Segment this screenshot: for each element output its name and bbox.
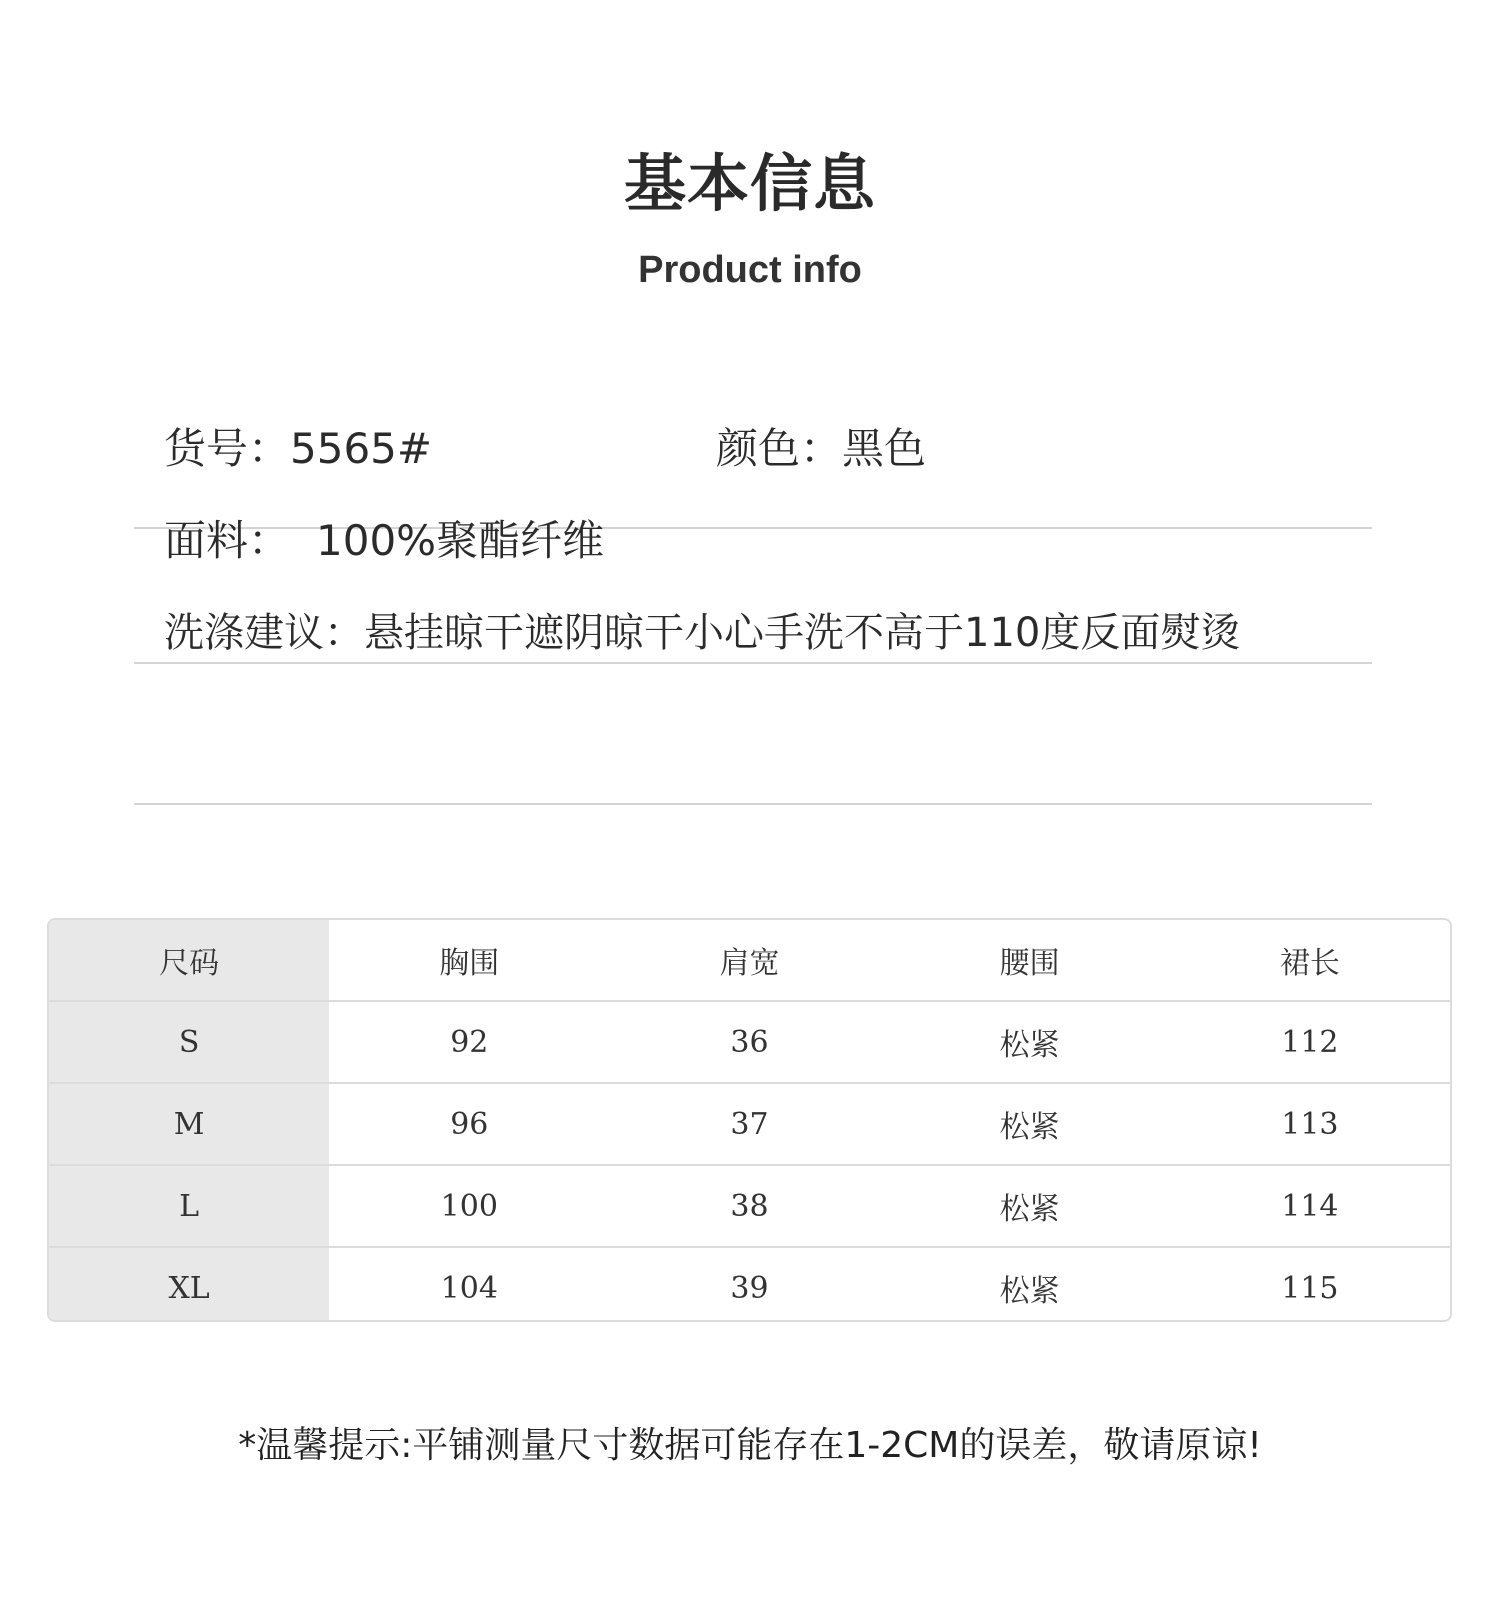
- sku-label: 货号：: [164, 424, 291, 473]
- cell-length: 113: [1170, 1083, 1450, 1165]
- wash-value: 悬挂晾干遮阴晾干小心手洗不高于110度反面熨烫: [364, 610, 1241, 656]
- cell-shoulder: 36: [609, 1001, 889, 1083]
- cell-bust: 96: [329, 1083, 609, 1165]
- cell-size: XL: [49, 1247, 329, 1322]
- header-bust: 胸围: [329, 920, 609, 1001]
- cell-bust: 92: [329, 1001, 609, 1083]
- table-header-row: [49, 920, 1450, 1001]
- color-label: 颜色：: [716, 424, 843, 473]
- cell-bust: 104: [440, 1270, 498, 1306]
- cell-size: S: [49, 1001, 329, 1083]
- color-value: 黑色: [842, 424, 927, 473]
- fabric-value: 100%聚酯纤维: [316, 516, 605, 565]
- header-length: 裙长: [1170, 920, 1450, 1001]
- cell-length: 115: [1281, 1270, 1339, 1306]
- table-row: [49, 1083, 1450, 1165]
- page-title: 基本信息: [623, 147, 876, 220]
- table-row: [49, 1247, 1450, 1322]
- cell-waist: 松紧: [999, 1274, 1060, 1309]
- cell-size: L: [49, 1165, 329, 1247]
- size-table: [47, 918, 1452, 1322]
- cell-waist: 松紧: [890, 1001, 1170, 1083]
- fabric-label: 面料：: [164, 516, 291, 565]
- header-shoulder: 肩宽: [609, 920, 889, 1001]
- wash-line: [164, 608, 1240, 658]
- cell-waist: 松紧: [890, 1083, 1170, 1165]
- divider: [134, 662, 1372, 664]
- fabric-line: [164, 516, 604, 566]
- sku-value: 5565#: [290, 424, 433, 473]
- wash-label: 洗涤建议：: [164, 610, 364, 656]
- cell-shoulder: 37: [609, 1083, 889, 1165]
- cell-length: 114: [1170, 1165, 1450, 1247]
- cell-bust: 100: [329, 1165, 609, 1247]
- divider: [134, 803, 1372, 805]
- cell-shoulder: 39: [730, 1270, 769, 1306]
- cell-length: 112: [1170, 1001, 1450, 1083]
- cell-size: M: [49, 1083, 329, 1165]
- table-row: [49, 1165, 1450, 1247]
- color-line: [716, 424, 926, 474]
- table-row: [49, 1001, 1450, 1083]
- header-waist: 腰围: [890, 920, 1170, 1001]
- cell-waist: 松紧: [890, 1165, 1170, 1247]
- measurement-note: *温馨提示:平铺测量尺寸数据可能存在1-2CM的误差，敬请原谅!: [238, 1425, 1262, 1466]
- header-size: 尺码: [49, 920, 329, 1001]
- page-subtitle: Product info: [638, 249, 862, 291]
- sku-line: [164, 424, 432, 474]
- cell-shoulder: 38: [609, 1165, 889, 1247]
